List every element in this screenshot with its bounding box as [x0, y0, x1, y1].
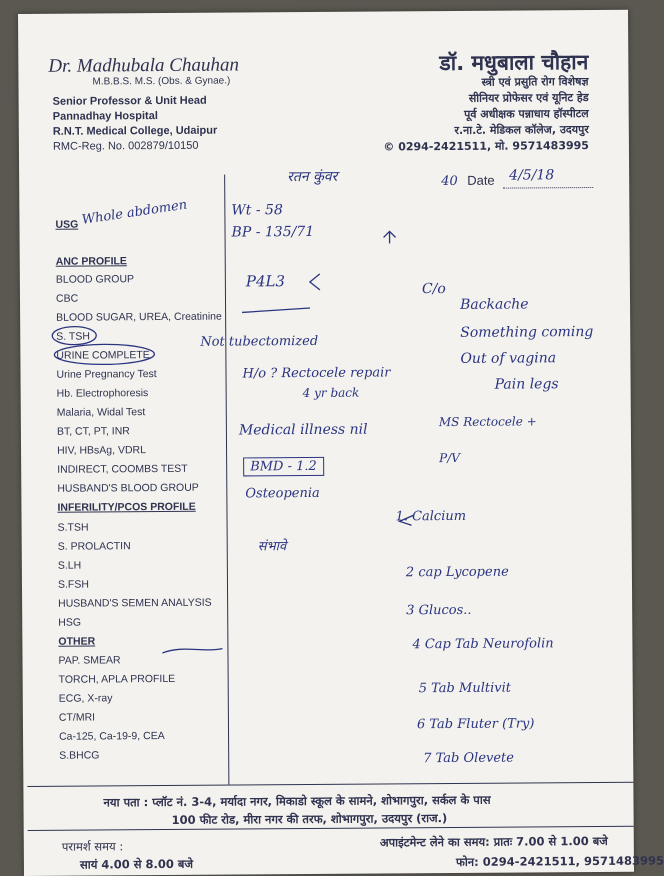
test-other: OTHER: [58, 635, 96, 648]
rx-symbol-icon: [400, 515, 414, 525]
test-item: Ca-125, Ca-19-9, CEA: [59, 729, 165, 743]
pap-smear-mark: [162, 649, 222, 653]
history-note: H/o ? Rectocele repair: [242, 365, 391, 382]
test-item: Malaria, Widal Test: [56, 406, 146, 419]
registration-line: RMC-Reg. No. 002879/10150: [52, 139, 199, 153]
rx-item: 6 Tab Fluter (Try): [416, 716, 535, 733]
footer-phone: फोन: 0294-2421511, 9571483995: [455, 853, 664, 869]
arrow-up-icon: [384, 231, 396, 243]
test-item: TORCH, APLA PROFILE: [58, 672, 176, 686]
rx-item: 5 Tab Multivit: [418, 680, 511, 697]
usg-note: Whole abdomen: [80, 197, 189, 228]
hindi-note: संभावे: [257, 539, 287, 555]
rx-item: 4 Cap Tab Neurofolin: [412, 636, 554, 653]
test-item: S. TSH: [56, 330, 90, 343]
test-item: BLOOD SUGAR, UREA, Creatinine: [56, 310, 222, 324]
doctor-degrees: M.B.B.S. M.S. (Obs. & Gynae.): [92, 75, 231, 88]
test-item: Hb. Electrophoresis: [56, 387, 149, 400]
hindi-line: र.ना.टे. मेडिकल कॉलेज, उदयपुर: [454, 123, 589, 137]
rx-item: 7 Tab Olevete: [423, 750, 514, 767]
test-item: S.FSH: [57, 578, 89, 591]
test-infertility-profile: INFERILITY/PCOS PROFILE: [57, 500, 196, 514]
bp-note: BP - 135/71: [231, 223, 315, 241]
rx-item: 1. Calcium: [395, 508, 467, 525]
test-item: PAP. SMEAR: [58, 654, 121, 667]
ink-marks: [18, 10, 634, 814]
test-item: S. PROLACTIN: [57, 540, 131, 553]
address-line-1: नया पता : प्लॉट नं. 3-4, मर्यादा नगर, मिकाडो स्कूल के सामने, शोभागपुरा, सर्कल के पास: [103, 792, 491, 810]
test-item: BT, CT, PT, INR: [56, 425, 130, 438]
rx-item: 3 Glucos..: [406, 602, 472, 619]
test-item: S.LH: [57, 559, 82, 572]
phone-line: © 0294-2421511, मो. 9571483995: [383, 139, 589, 154]
bracket-mark: [310, 274, 320, 290]
tubectomy-note: Not tubectomized: [200, 333, 319, 350]
consult-label: परामर्श समय :: [61, 839, 124, 854]
complaint-item: Pain legs: [494, 376, 559, 393]
complaint-item: Out of vagina: [460, 350, 557, 367]
test-item: BLOOD GROUP: [55, 273, 135, 286]
medical-note: Medical illness nil: [238, 421, 368, 439]
test-anc-profile: ANC PROFILE: [55, 255, 127, 268]
consult-time: सायं 4.00 से 8.00 बजे: [79, 856, 194, 872]
history-note-2: 4 yr back: [302, 385, 360, 401]
date-label: Date: [467, 172, 495, 188]
test-item: ECG, X-ray: [58, 692, 113, 705]
test-item: INDIRECT, COOMBS TEST: [57, 462, 188, 476]
patient-name: रतन कुंवर: [287, 168, 338, 186]
test-item: URINE COMPLETE: [56, 349, 150, 362]
complaint-item: Something coming: [460, 323, 594, 341]
hindi-line: स्त्री एवं प्रसुति रोग विशेषज्ञ: [481, 75, 589, 89]
prescription-sheet: [18, 10, 664, 876]
test-item: S.BHCG: [59, 749, 100, 762]
test-item: HSG: [58, 616, 82, 629]
doctor-name-hindi: डॉ. मधुबाला चौहान: [439, 50, 589, 76]
circle-mark: [52, 326, 96, 344]
hindi-line: पूर्व अधीक्षक पन्नाधाय हॉस्पीटल: [464, 107, 589, 121]
test-item: HIV, HBsAg, VDRL: [57, 444, 146, 457]
test-item: HUSBAND'S BLOOD GROUP: [57, 481, 199, 495]
parity-note: P4L3: [245, 272, 286, 291]
test-item: Urine Pregnancy Test: [56, 368, 157, 381]
copyright-icon: ©: [383, 140, 395, 154]
complaint-item: Backache: [459, 296, 529, 313]
visit-date: 4/5/18: [509, 167, 555, 184]
hindi-line: सीनियर प्रोफेसर एवं यूनिट हेड: [468, 91, 589, 105]
hospital-line: Pannadhay Hospital: [52, 110, 158, 123]
weight-note: Wt - 58: [231, 202, 283, 219]
test-item: S.TSH: [57, 521, 89, 534]
test-item: CT/MRI: [58, 711, 96, 724]
college-line: R.N.T. Medical College, Udaipur: [52, 124, 218, 138]
exam-pv: P/V: [439, 450, 460, 466]
doctor-name: Dr. Madhubala Chauhan: [48, 54, 239, 77]
bmd-box: BMD - 1.2: [243, 457, 324, 477]
title-line: Senior Professor & Unit Head: [52, 94, 207, 108]
circle-mark: [54, 344, 154, 365]
osteopenia-note: Osteopenia: [245, 485, 320, 502]
test-item: HUSBAND'S SEMEN ANALYSIS: [58, 596, 212, 610]
test-item: CBC: [55, 292, 79, 305]
exam-ms: MS Rectocele +: [438, 414, 537, 430]
address-line-2: 100 फीट रोड, मीरा नगर की तरफ, शोभागपुरा, उदयपुर (राज.): [171, 811, 448, 827]
patient-age: 40: [441, 173, 458, 190]
complaints-label: C/o: [421, 281, 446, 298]
rx-item: 2 cap Lycopene: [405, 564, 509, 581]
appointment-time: अपाइंटमेन्ट लेने का समय: प्रातः 7.00 से 1.00 बजे: [379, 833, 608, 850]
strike-mark: [242, 308, 310, 312]
test-usg: USG: [55, 218, 79, 231]
